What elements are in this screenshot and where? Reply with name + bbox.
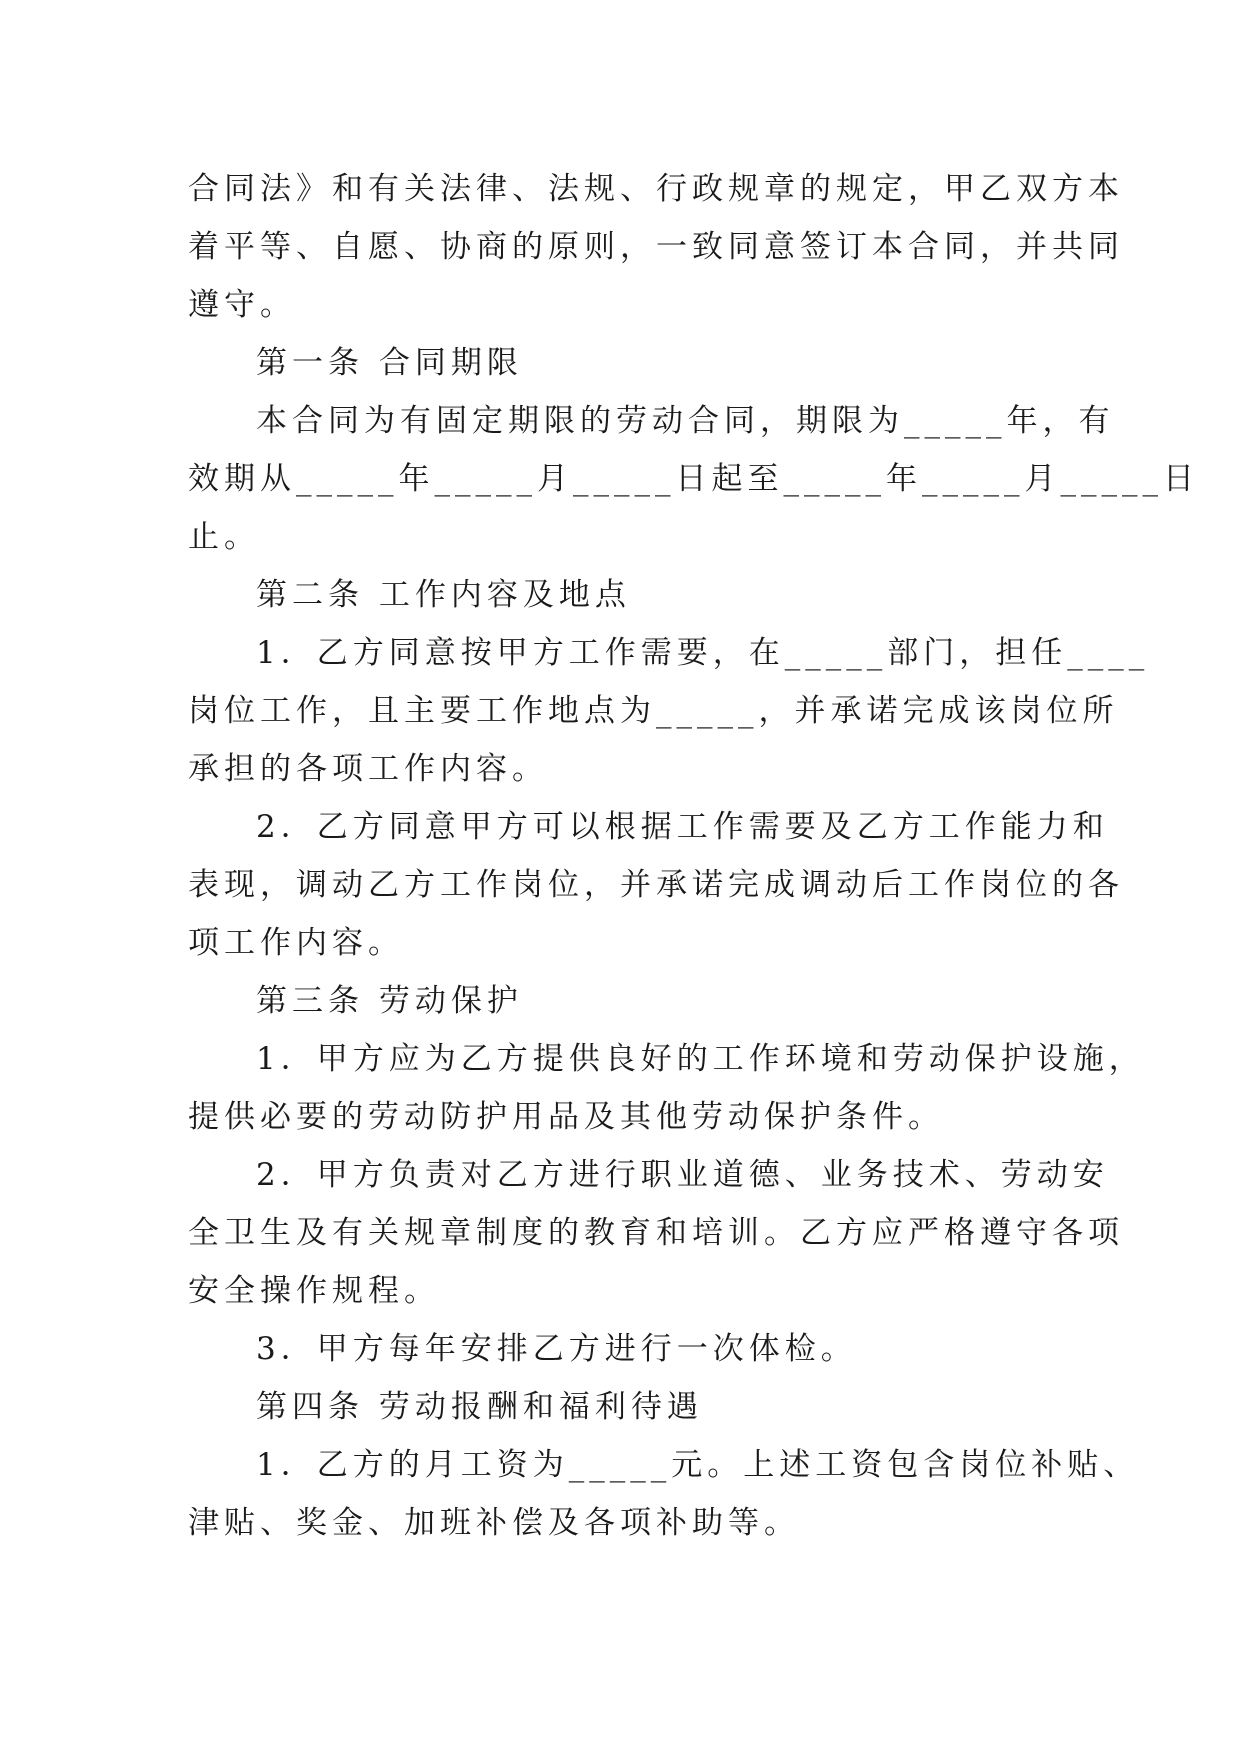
text-line: 1．乙方的月工资为_____元。上述工资包含岗位补贴、 (256, 1447, 1140, 1483)
text-line: 止。 (188, 519, 260, 555)
text-line: 项工作内容。 (188, 925, 404, 961)
text-line: 安全操作规程。 (188, 1273, 440, 1309)
article-4-heading: 第四条 劳动报酬和福利待遇 (256, 1389, 703, 1425)
text-line: 合同法》和有关法律、法规、行政规章的规定，甲乙双方本 (188, 171, 1124, 207)
article-1-heading: 第一条 合同期限 (256, 345, 523, 381)
text-line: 本合同为有固定期限的劳动合同，期限为_____年，有 (256, 403, 1115, 439)
text-line: 1．乙方同意按甲方工作需要，在_____部门，担任____ (256, 635, 1150, 671)
text-line: 着平等、自愿、协商的原则，一致同意签订本合同，并共同 (188, 229, 1124, 265)
text-line: 全卫生及有关规章制度的教育和培训。乙方应严格遵守各项 (188, 1215, 1124, 1251)
text-line: 1．甲方应为乙方提供良好的工作环境和劳动保护设施， (256, 1041, 1145, 1077)
text-line: 承担的各项工作内容。 (188, 751, 548, 787)
article-3-heading: 第三条 劳动保护 (256, 983, 523, 1019)
text-line: 表现，调动乙方工作岗位，并承诺完成调动后工作岗位的各 (188, 867, 1124, 903)
text-line: 2．甲方负责对乙方进行职业道德、业务技术、劳动安 (256, 1157, 1109, 1193)
text-line: 提供必要的劳动防护用品及其他劳动保护条件。 (188, 1099, 944, 1135)
text-line: 津贴、奖金、加班补偿及各项补助等。 (188, 1505, 800, 1541)
text-line: 3．甲方每年安排乙方进行一次体检。 (256, 1331, 857, 1367)
text-line: 遵守。 (188, 287, 296, 323)
article-2-heading: 第二条 工作内容及地点 (256, 577, 631, 613)
text-line: 2．乙方同意甲方可以根据工作需要及乙方工作能力和 (256, 809, 1109, 845)
text-line: 岗位工作，且主要工作地点为_____，并承诺完成该岗位所 (188, 693, 1119, 729)
contract-body (188, 160, 1199, 1552)
text-line: 效期从_____年_____月_____日起至_____年_____月_____日 (188, 461, 1199, 497)
